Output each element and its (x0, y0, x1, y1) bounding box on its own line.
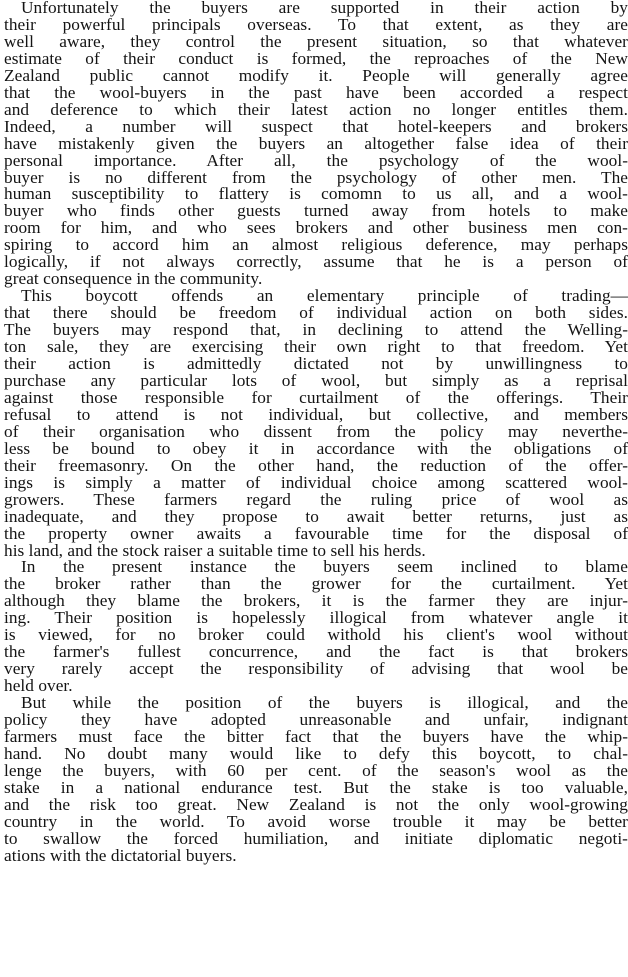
text-line: personal importance. After all, the psychology of the wool- (4, 150, 628, 170)
text-line: against those responsible for curtailment of the offerings. Their (4, 387, 628, 407)
paragraph-3 (4, 559, 628, 695)
text-line: The buyers may respond that, in declining to attend the Welling- (4, 320, 628, 340)
text-line: is viewed, for no broker could withold his client's wool without (4, 625, 628, 645)
text-line: lenge the buyers, with 60 per cent. of the season's wool as the (4, 760, 628, 780)
text-line: his land, and the stock raiser a suitable time to sell his herds. (4, 540, 426, 560)
text-line: although they blame the brokers, it is the farmer they are injur- (4, 591, 628, 611)
text-line: country in the world. To avoid worse trouble it may be better (4, 811, 628, 831)
paragraph-2 (4, 288, 628, 559)
text-line: Indeed, a number will suspect that hotel-keepers and brokers (4, 116, 628, 136)
text-line: spiring to accord him an almost religious deference, may perhaps (4, 235, 628, 255)
text-line: the property owner awaits a favourable time for the disposal of (4, 523, 628, 543)
text-line: room for him, and who sees brokers and other business men con- (4, 218, 628, 238)
paragraph-4 (4, 695, 628, 865)
text-line: inadequate, and they propose to await better returns, just as (4, 506, 628, 526)
text-line: policy they have adopted unreasonable and unfair, indignant (4, 710, 628, 730)
text-line: buyer who finds other guests turned away from hotels to make (4, 201, 628, 221)
text-line: the broker rather than the grower for the curtailment. Yet (4, 574, 628, 594)
paragraph-1 (4, 0, 628, 288)
text-line: hand. No doubt many would like to defy this boycott, to chal- (4, 743, 628, 763)
text-line: ations with the dictatorial buyers. (4, 845, 237, 865)
text-line: and deference to which their latest action no longer entitles them. (4, 99, 628, 119)
text-line: and the risk too great. New Zealand is not the only wool-growing (4, 794, 628, 814)
text-line: But while the position of the buyers is illogical, and the (21, 693, 628, 713)
text-line: logically, if not always correctly, assume that he is a person of (4, 252, 628, 272)
text-line: ton sale, they are exercising their own right to that freedom. Yet (4, 337, 628, 357)
text-line: estimate of their conduct is formed, the reproaches of the New (4, 48, 628, 68)
editorial-article (4, 0, 628, 865)
text-line: farmers must face the bitter fact that the buyers have the whip- (4, 726, 628, 746)
text-line: human susceptibility to flattery is comomn to us all, and a wool- (4, 184, 628, 204)
text-line: Unfortunately the buyers are supported in their action by (21, 0, 628, 17)
text-line: growers. These farmers regard the ruling price of wool as (4, 489, 628, 509)
text-line: This boycott offends an elementary principle of trading— (21, 286, 628, 306)
text-line: to swallow the forced humiliation, and initiate diplomatic negoti- (4, 828, 628, 848)
text-line: that there should be freedom of individual action on both sides. (4, 303, 628, 323)
text-line: less be bound to obey it in accordance with the obligations of (4, 438, 628, 458)
text-line: their freemasonry. On the other hand, the reduction of the offer- (4, 455, 628, 475)
text-line: ing. Their position is hopelessly illogical from whatever angle it (4, 608, 628, 628)
text-line: refusal to attend is not individual, but collective, and members (4, 404, 628, 424)
text-line: great consequence in the community. (4, 269, 263, 289)
text-line: In the present instance the buyers seem inclined to blame (21, 557, 628, 577)
text-line: buyer is no different from the psychology of other men. The (4, 167, 628, 187)
text-line: stake in a national endurance test. But the stake is too valuable, (4, 777, 628, 797)
text-line: that the wool-buyers in the past have been accorded a respect (4, 82, 628, 102)
text-line: Zealand public cannot modify it. People will generally agree (4, 65, 628, 85)
text-line: ings is simply a matter of individual choice among scattered wool- (4, 472, 628, 492)
text-line: very rarely accept the responsibility of advising that wool be (4, 659, 628, 679)
text-line: well aware, they control the present situation, so that whatever (4, 31, 628, 51)
text-line: of their organisation who dissent from the policy may neverthe- (4, 421, 628, 441)
text-line: their action is admittedly dictated not by unwillingness to (4, 354, 628, 374)
text-line: have mistakenly given the buyers an altogether false idea of their (4, 133, 628, 153)
text-line: the farmer's fullest concurrence, and the fact is that brokers (4, 642, 628, 662)
text-line: purchase any particular lots of wool, but simply as a reprisal (4, 370, 628, 390)
text-line: held over. (4, 676, 73, 696)
text-line: their powerful principals overseas. To that extent, as they are (4, 14, 628, 34)
